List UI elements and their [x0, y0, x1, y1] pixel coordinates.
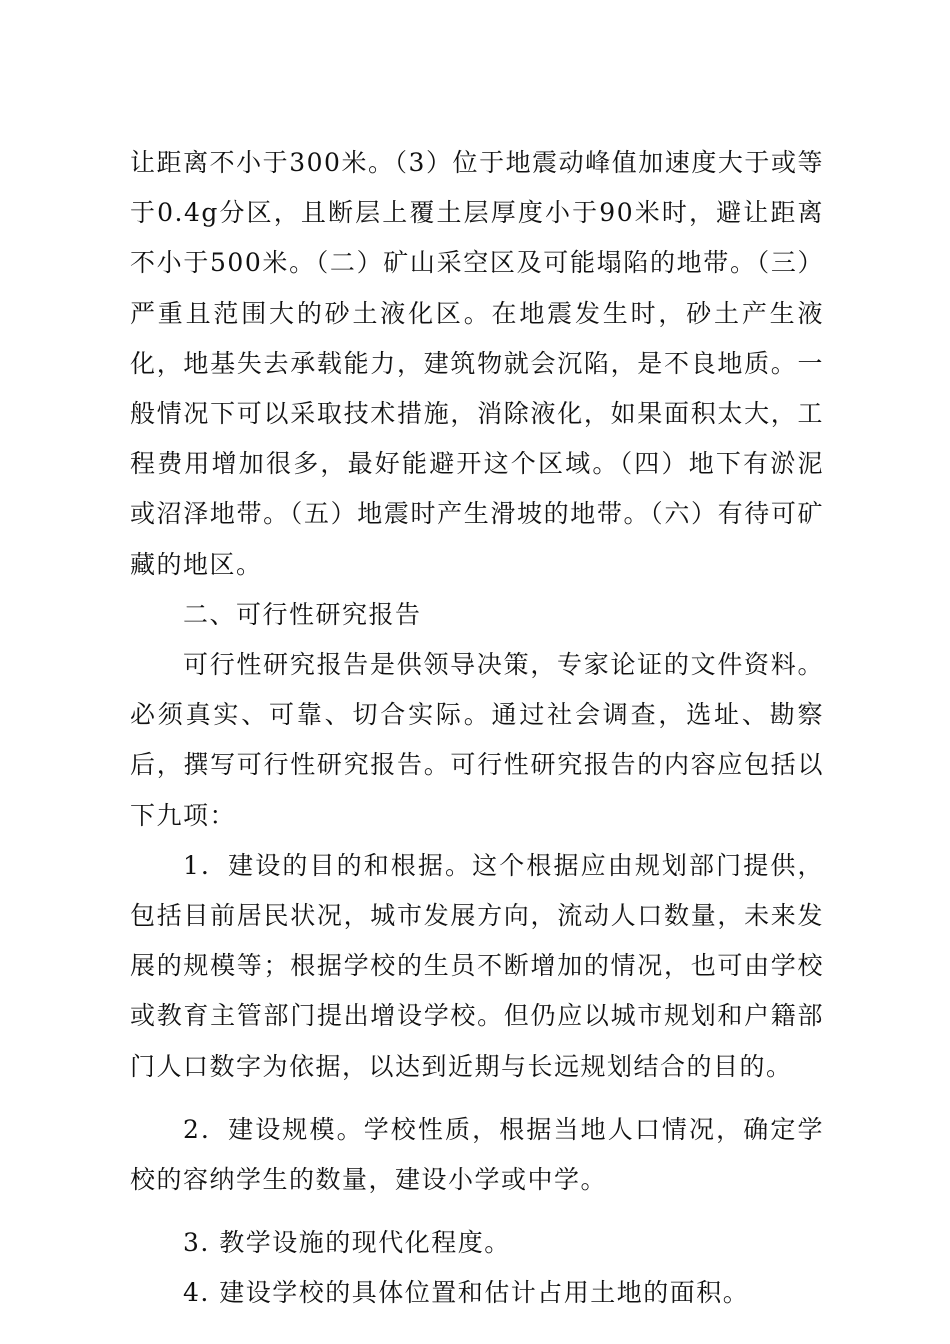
paragraph-feasibility-intro: 可行性研究报告是供领导决策，专家论证的文件资料。必须真实、可靠、切合实际。通过社会调查，选址、勘察后，撰写可行性研究报告。可行性研究报告的内容应包括以下九项： — [130, 650, 824, 830]
list-item-facilities: 3. 教学设施的现代化程度。 — [183, 1228, 511, 1258]
section-heading-feasibility: 二、可行性研究报告 — [183, 599, 422, 629]
document-body — [130, 138, 824, 1319]
list-item-location: 4. 建设学校的具体位置和估计占用土地的面积。 — [183, 1278, 750, 1308]
paragraph-geology-continued: 让距离不小于300米。（3）位于地震动峰值加速度大于或等于0.4g分区，且断层上覆土层厚度小于90米时，避让距离不小于500米。（二）矿山采空区及可能塌陷的地带。（三）严重且范围大的砂土液化区。在地震发生时，砂土产生液化，地基失去承载能力，建筑物就会沉陷，是不良地质。一般情况下可以采取技术措施，消除液化，如果面积太大，工程费用增加很多，最好能避开这个区域。（四）地下有淤泥或沼泽地带。（五）地震时产生滑坡的地带。（六）有待可矿藏的地区。 — [130, 148, 824, 579]
list-item-scale: 2．建设规模。学校性质，根据当地人口情况，确定学校的容纳学生的数量，建设小学或中学。 — [130, 1114, 824, 1195]
list-item-purpose: 1．建设的目的和根据。这个根据应由规划部门提供，包括目前居民状况，城市发展方向，流动人口数量，未来发展的规模等；根据学校的生员不断增加的情况，也可由学校或教育主管部门提出增设学校。但仍应以城市规划和户籍部门人口数字为依据，以达到近期与长远规划结合的目的。 — [130, 850, 824, 1081]
